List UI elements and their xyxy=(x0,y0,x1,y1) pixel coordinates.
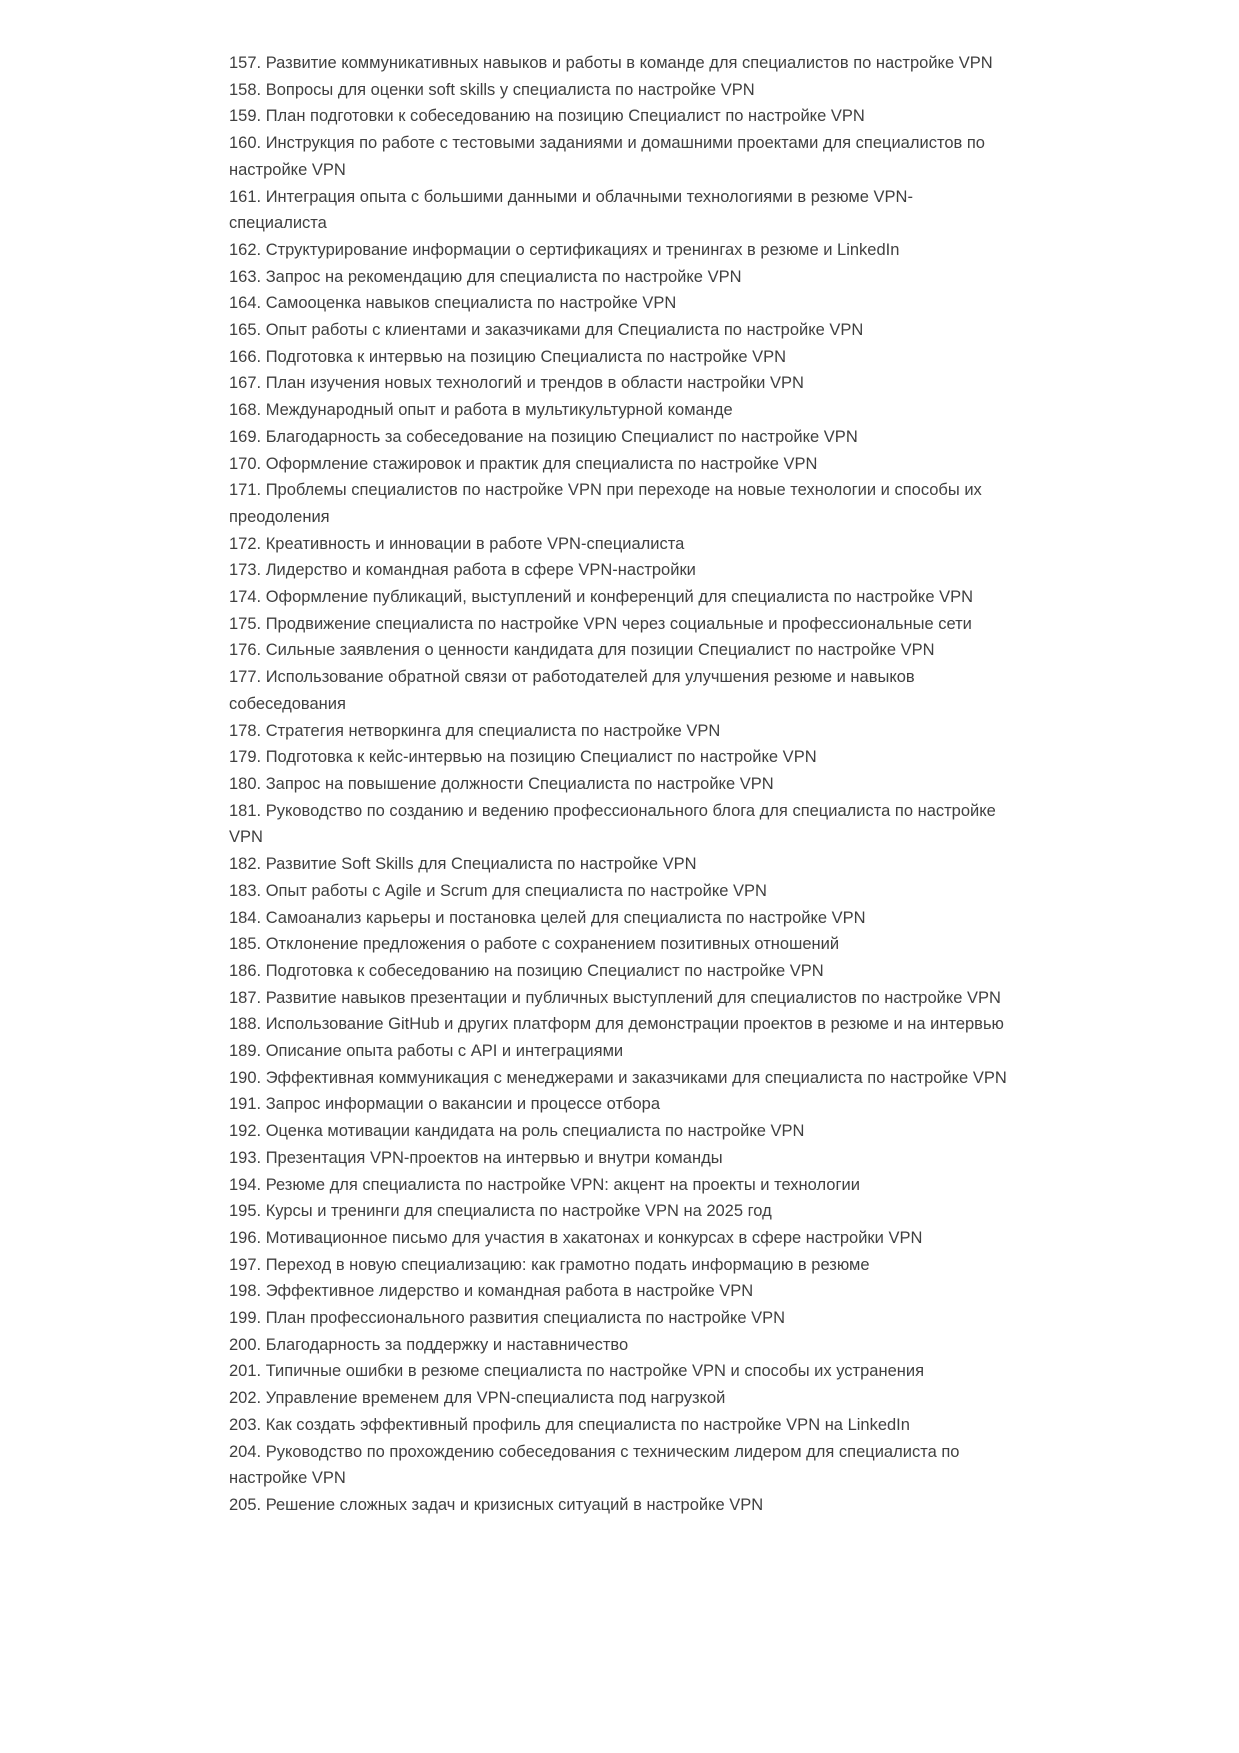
list-item: 199. План профессионального развития специалиста по настройке VPN xyxy=(229,1309,786,1328)
list-item: 179. Подготовка к кейс-интервью на позицию Специалист по настройке VPN xyxy=(229,748,817,767)
list-item: 162. Структурирование информации о сертификациях и тренингах в резюме и LinkedIn xyxy=(229,240,900,259)
numbered-list xyxy=(229,50,1008,1519)
list-item: 183. Опыт работы с Agile и Scrum для специалиста по настройке VPN xyxy=(229,881,767,900)
list-item: 161. Интеграция опыта с большими данными и облачными технологиями в резюме VPN-специалиста xyxy=(229,187,913,233)
list-item: 165. Опыт работы с клиентами и заказчиками для Специалиста по настройке VPN xyxy=(229,321,864,340)
list-item: 190. Эффективная коммуникация с менеджерами и заказчиками для специалиста по настройке VPN xyxy=(229,1068,1007,1087)
list-item: 173. Лидерство и командная работа в сфере VPN-настройки xyxy=(229,561,696,580)
list-item: 195. Курсы и тренинги для специалиста по настройке VPN на 2025 год xyxy=(229,1202,772,1221)
list-item: 182. Развитие Soft Skills для Специалиста по настройке VPN xyxy=(229,855,697,874)
list-item: 159. План подготовки к собеседованию на позицию Специалист по настройке VPN xyxy=(229,107,865,126)
list-item: 163. Запрос на рекомендацию для специалиста по настройке VPN xyxy=(229,267,742,286)
list-item: 198. Эффективное лидерство и командная работа в настройке VPN xyxy=(229,1282,754,1301)
list-item: 197. Переход в новую специализацию: как грамотно подать информацию в резюме xyxy=(229,1255,870,1274)
list-item: 180. Запрос на повышение должности Специалиста по настройке VPN xyxy=(229,774,774,793)
list-item: 187. Развитие навыков презентации и публичных выступлений для специалистов по настройке VPN xyxy=(229,988,1001,1007)
list-item: 157. Развитие коммуникативных навыков и работы в команде для специалистов по настройке VPN xyxy=(229,54,993,72)
list-item: 174. Оформление публикаций, выступлений и конференций для специалиста по настройке VPN xyxy=(229,588,974,607)
list-item: 184. Самоанализ карьеры и постановка целей для специалиста по настройке VPN xyxy=(229,908,866,927)
list-item: 170. Оформление стажировок и практик для специалиста по настройке VPN xyxy=(229,454,818,473)
list-item: 181. Руководство по созданию и ведению профессионального блога для специалиста по настройке VPN xyxy=(229,801,996,847)
list-item: 188. Использование GitHub и других платформ для демонстрации проектов в резюме и на интервью xyxy=(229,1015,1004,1034)
list-item: 185. Отклонение предложения о работе с сохранением позитивных отношений xyxy=(229,935,840,954)
list-item: 176. Сильные заявления о ценности кандидата для позиции Специалист по настройке VPN xyxy=(229,641,935,660)
list-item: 167. План изучения новых технологий и трендов в области настройки VPN xyxy=(229,374,804,393)
list-item: 177. Использование обратной связи от работодателей для улучшения резюме и навыков собеседования xyxy=(229,668,915,713)
list-item: 166. Подготовка к интервью на позицию Специалиста по настройке VPN xyxy=(229,347,787,366)
list-item: 191. Запрос информации о вакансии и процессе отбора xyxy=(229,1095,661,1114)
list-item: 171. Проблемы специалистов по настройке VPN при переходе на новые технологии и способы их преодоления xyxy=(229,481,982,526)
list-item: 169. Благодарность за собеседование на позицию Специалист по настройке VPN xyxy=(229,427,858,446)
list-item: 175. Продвижение специалиста по настройке VPN через социальные и профессиональные сети xyxy=(229,614,972,633)
list-item: 201. Типичные ошибки в резюме специалиста по настройке VPN и способы их устранения xyxy=(229,1362,925,1381)
list-item: 200. Благодарность за поддержку и наставничество xyxy=(229,1335,629,1354)
list-item: 205. Решение сложных задач и кризисных ситуаций в настройке VPN xyxy=(229,1495,764,1514)
list-item: 192. Оценка мотивации кандидата на роль специалиста по настройке VPN xyxy=(229,1122,805,1141)
list-item: 196. Мотивационное письмо для участия в хакатонах и конкурсах в сфере настройки VPN xyxy=(229,1228,923,1247)
list-item: 203. Как создать эффективный профиль для специалиста по настройке VPN на LinkedIn xyxy=(229,1415,910,1434)
list-item: 178. Стратегия нетворкинга для специалиста по настройке VPN xyxy=(229,721,721,740)
list-item: 164. Самооценка навыков специалиста по настройке VPN xyxy=(229,294,677,313)
list-item: 160. Инструкция по работе с тестовыми заданиями и домашними проектами для специалистов по настройке VPN xyxy=(229,134,985,179)
list-item: 168. Международный опыт и работа в мультикультурной команде xyxy=(229,401,733,420)
list-item: 194. Резюме для специалиста по настройке VPN: акцент на проекты и технологии xyxy=(229,1175,860,1194)
list-item: 202. Управление временем для VPN-специалиста под нагрузкой xyxy=(229,1389,726,1408)
list-item: 193. Презентация VPN-проектов на интервью и внутри команды xyxy=(229,1148,723,1167)
list-item: 189. Описание опыта работы с API и интеграциями xyxy=(229,1042,624,1061)
list-item: 172. Креативность и инновации в работе VPN-специалиста xyxy=(229,534,685,553)
list-item: 204. Руководство по прохождению собеседования с техническим лидером для специалиста по настройке VPN xyxy=(229,1442,960,1488)
list-item: 186. Подготовка к собеседованию на позицию Специалист по настройке VPN xyxy=(229,961,824,980)
list-item: 158. Вопросы для оценки soft skills у специалиста по настройке VPN xyxy=(229,80,755,99)
